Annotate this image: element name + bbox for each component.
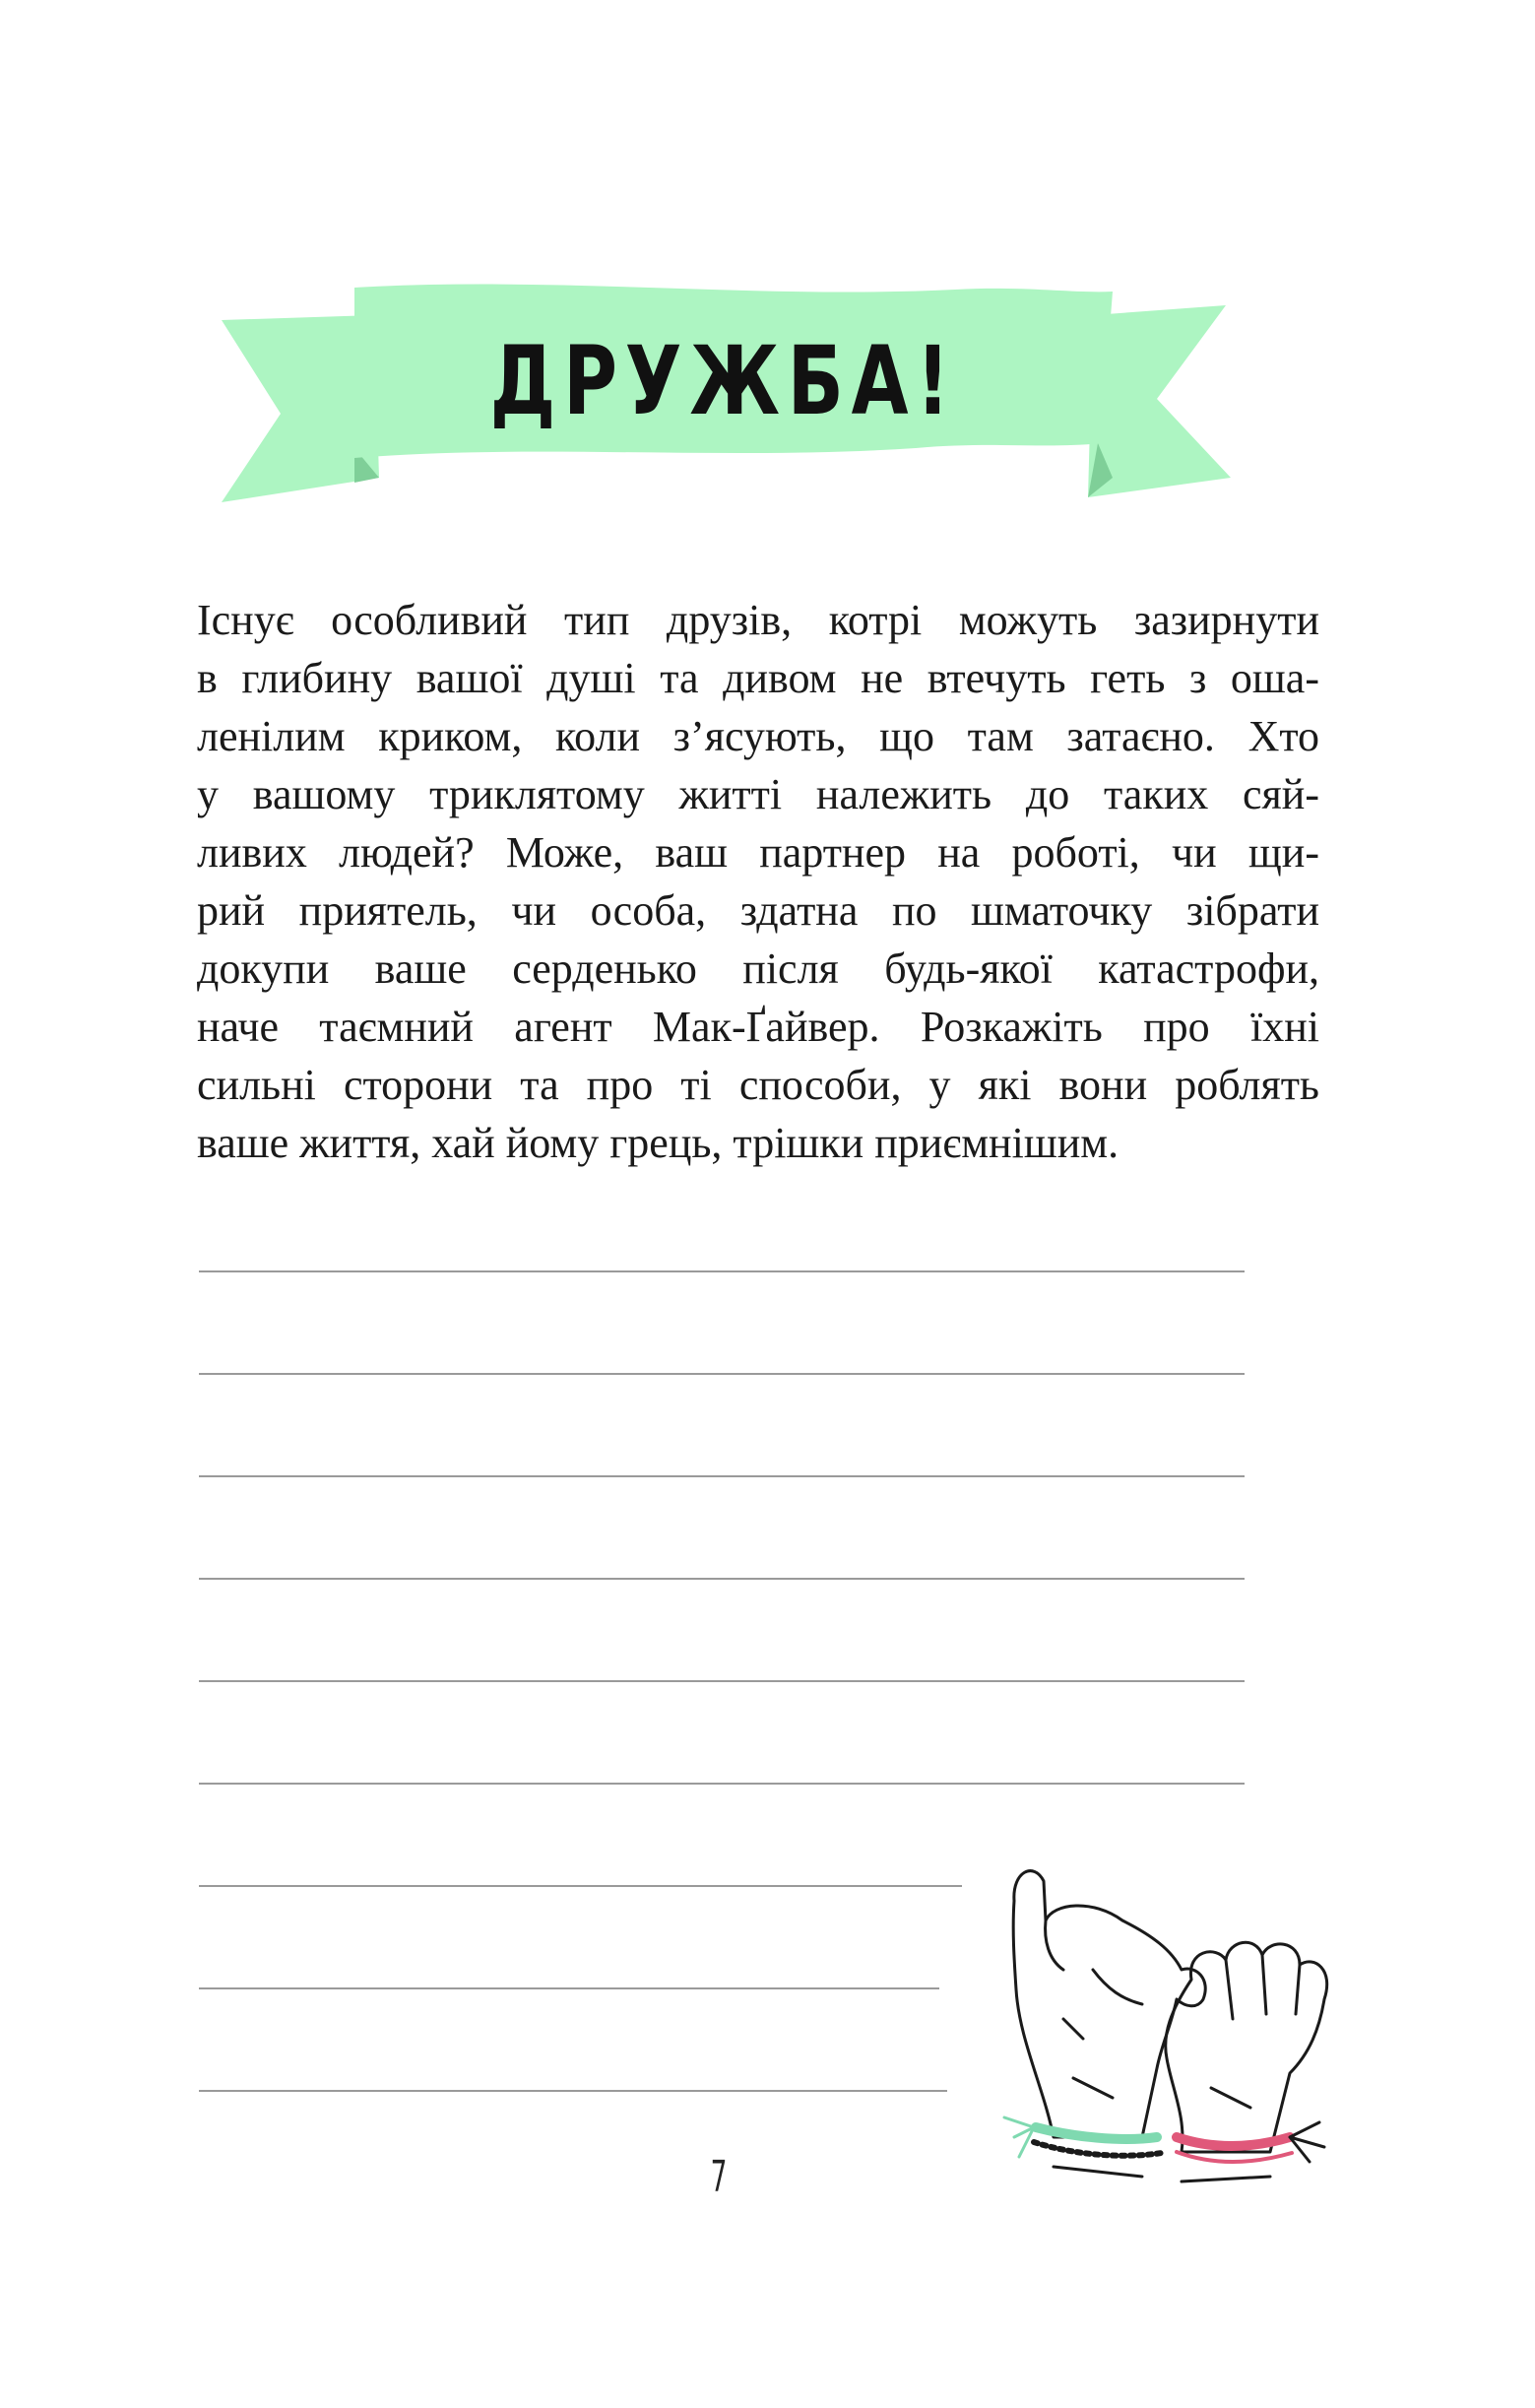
body-line: в глибину вашої душі та дивом не втечуть геть з оша- — [197, 654, 1319, 702]
pinky-promise-hands-icon — [975, 1842, 1378, 2206]
body-paragraph — [197, 591, 1319, 1172]
body-line: Існує особливий тип друзів, котрі можуть зазирнути — [197, 596, 1319, 644]
body-line: ваше життя, хай йому грець, трішки приємнішим. — [197, 1119, 1119, 1167]
writing-line[interactable] — [199, 1783, 1245, 1785]
body-line: ливих людей? Може, ваш партнер на роботі, чи щи- — [197, 828, 1319, 877]
writing-line[interactable] — [199, 1373, 1245, 1375]
writing-line[interactable] — [199, 1475, 1245, 1477]
writing-line[interactable] — [199, 2090, 947, 2092]
writing-line[interactable] — [199, 1987, 939, 1989]
page-title: ДРУЖБА! — [489, 326, 958, 436]
body-line: ленілим криком, коли з’ясують, що там затаєно. Хто — [197, 712, 1319, 760]
body-line: сильні сторони та про ті способи, у які вони роблять — [197, 1061, 1319, 1109]
writing-line[interactable] — [199, 1270, 1245, 1272]
pinky-promise-illustration — [975, 1842, 1378, 2206]
writing-line[interactable] — [199, 1680, 1245, 1682]
title-banner — [207, 276, 1241, 522]
page-number: 7 — [710, 2152, 728, 2202]
body-line: рий приятель, чи особа, здатна по шматочку зібрати — [197, 886, 1319, 935]
body-line: у вашому триклятому житті належить до таких сяй- — [197, 770, 1319, 818]
writing-line[interactable] — [199, 1885, 962, 1887]
body-line: наче таємний агент Мак-Ґайвер. Розкажіть про їхні — [197, 1003, 1319, 1051]
writing-line[interactable] — [199, 1578, 1245, 1580]
body-line: докупи ваше серденько після будь-якої катастрофи, — [197, 944, 1319, 993]
